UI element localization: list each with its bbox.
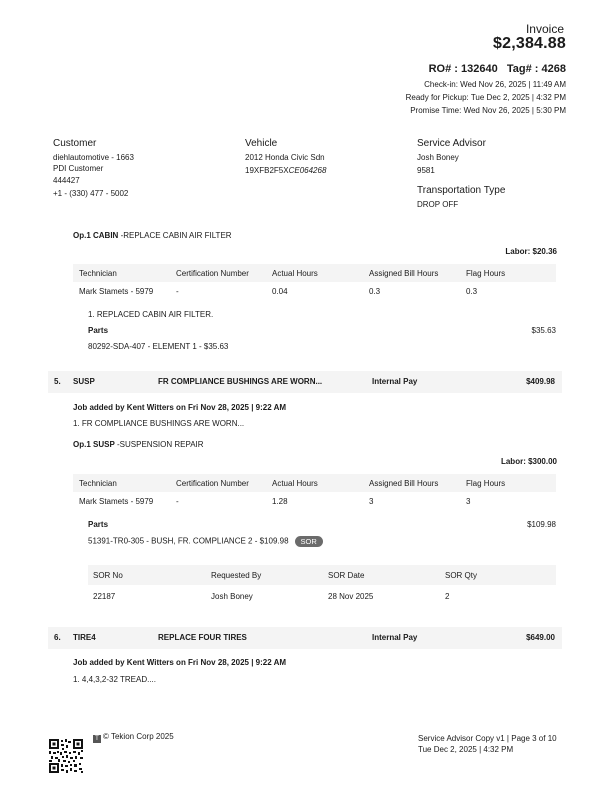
op-cabin-title <box>73 231 232 241</box>
customer-id: 444427 <box>53 176 80 185</box>
vehicle-heading: Vehicle <box>245 138 278 149</box>
job6-header-row <box>48 627 562 649</box>
tech-technician: Mark Stamets - 5979 <box>79 497 154 506</box>
customer-name: diehlautomotive - 1663 <box>53 153 134 162</box>
ready-for-pickup-time: Ready for Pickup: Tue Dec 2, 2025 | 4:32 PM <box>405 93 566 102</box>
customer-type: PDI Customer <box>53 164 104 173</box>
tag-label: Tag# : <box>506 63 542 75</box>
tech-flag-hours: 3 <box>466 497 471 506</box>
check-in-time: Check-in: Wed Nov 26, 2025 | 11:49 AM <box>424 80 566 89</box>
footer-copy-info: Service Advisor Copy v1 | Page 3 of 10 <box>418 734 557 743</box>
op-cabin-parts-label: Parts <box>88 326 109 335</box>
tech-col-flag-hours: Flag Hours <box>466 269 506 278</box>
op-cabin-part-line: 80292-SDA-407 - ELEMENT 1 - $35.63 <box>88 342 229 351</box>
tech-actual-hours: 1.28 <box>272 497 288 506</box>
job6-added-by: Job added by Kent Witters on Fri Nov 28, 2025 | 9:22 AM <box>73 658 287 667</box>
op-cabin-parts-total: $35.63 <box>531 326 556 335</box>
job5-amount: $409.98 <box>526 377 555 386</box>
op-cabin-label: Op.1 CABIN <box>73 231 119 240</box>
job6-number: 6. <box>54 633 61 642</box>
ro-number: 132640 <box>460 63 498 75</box>
ro-label: RO# : <box>428 63 461 75</box>
tech-col-certification: Certification Number <box>176 479 249 488</box>
tech-col-certification: Certification Number <box>176 269 249 278</box>
invoice-title: Invoice <box>525 22 564 36</box>
tech-col-technician: Technician <box>79 269 117 278</box>
customer-heading: Customer <box>53 138 97 149</box>
op-susp-label: Op.1 SUSP <box>73 440 115 449</box>
tag-number: 4268 <box>541 63 566 75</box>
job6-amount: $649.00 <box>526 633 555 642</box>
sor-header-row <box>88 565 556 585</box>
tech-col-assigned-hours: Assigned Bill Hours <box>369 269 439 278</box>
footer-copyright: © Tekion Corp 2025 <box>103 732 174 741</box>
advisor-number: 9581 <box>417 166 435 175</box>
job5-note: 1. FR COMPLIANCE BUSHINGS ARE WORN... <box>73 419 245 428</box>
job5-number: 5. <box>54 377 61 386</box>
sor-number: 22187 <box>93 592 116 601</box>
ro-tag-line <box>429 63 566 75</box>
qr-code-icon <box>49 739 83 773</box>
vehicle-vin <box>245 166 326 176</box>
advisor-name: Josh Boney <box>417 153 459 162</box>
sor-requested-by: Josh Boney <box>211 592 253 601</box>
op-cabin-desc: -REPLACE CABIN AIR FILTER <box>118 231 232 240</box>
invoice-total: $2,384.88 <box>493 35 566 52</box>
vin-prefix: 19XFB2F5X <box>245 166 289 175</box>
tekion-logo-icon: T <box>93 735 101 743</box>
sor-col-date: SOR Date <box>328 571 365 580</box>
job5-added-by: Job added by Kent Witters on Fri Nov 28, 2025 | 9:22 AM <box>73 403 287 412</box>
job6-description: REPLACE FOUR TIRES <box>158 633 247 642</box>
job5-description: FR COMPLIANCE BUSHINGS ARE WORN... <box>158 377 323 386</box>
job6-code: TIRE4 <box>73 633 96 642</box>
tech-col-actual-hours: Actual Hours <box>272 479 318 488</box>
tech-assigned-hours: 0.3 <box>369 287 381 296</box>
tech-col-technician: Technician <box>79 479 117 488</box>
op-susp-labor: Labor: $300.00 <box>500 457 557 466</box>
op-cabin-labor: Labor: $20.36 <box>505 247 557 256</box>
tech-certification: - <box>176 497 179 506</box>
op-susp-title <box>73 440 204 450</box>
op-susp-desc: -SUSPENSION REPAIR <box>114 440 204 449</box>
job5-part-text: 51391-TR0-305 - BUSH, FR. COMPLIANCE 2 - $109.98 <box>88 536 289 546</box>
tech-col-assigned-hours: Assigned Bill Hours <box>369 479 439 488</box>
job6-note: 1. 4,4,3,2-32 TREAD.... <box>73 675 157 684</box>
job5-parts-total: $109.98 <box>527 520 556 529</box>
tech-actual-hours: 0.04 <box>272 287 288 296</box>
sor-col-number: SOR No <box>93 571 123 580</box>
customer-phone: +1 - (330) 477 - 5002 <box>53 189 129 198</box>
tech-flag-hours: 0.3 <box>466 287 478 296</box>
op-cabin-note: 1. REPLACED CABIN AIR FILTER. <box>88 310 214 319</box>
footer-copyright-line <box>93 732 174 743</box>
job5-part-line <box>88 536 323 547</box>
transportation-heading: Transportation Type <box>417 185 506 196</box>
tech-col-flag-hours: Flag Hours <box>466 479 506 488</box>
sor-col-requested-by: Requested By <box>211 571 262 580</box>
sor-date: 28 Nov 2025 <box>328 592 374 601</box>
promise-time: Promise Time: Wed Nov 26, 2025 | 5:30 PM <box>410 106 566 115</box>
tech-technician: Mark Stamets - 5979 <box>79 287 154 296</box>
tech-certification: - <box>176 287 179 296</box>
job5-code: SUSP <box>73 377 95 386</box>
sor-col-qty: SOR Qty <box>445 571 478 580</box>
service-advisor-heading: Service Advisor <box>417 138 486 149</box>
sor-badge: SOR <box>295 536 323 547</box>
job5-pay-type: Internal Pay <box>372 377 418 386</box>
job6-pay-type: Internal Pay <box>372 633 418 642</box>
footer-date: Tue Dec 2, 2025 | 4:32 PM <box>418 745 514 754</box>
vehicle-model: 2012 Honda Civic Sdn <box>245 153 325 162</box>
vin-suffix: CE064268 <box>288 166 327 175</box>
transportation-type: DROP OFF <box>417 200 459 209</box>
job5-parts-label: Parts <box>88 520 109 529</box>
sor-qty: 2 <box>445 592 450 601</box>
tech-assigned-hours: 3 <box>369 497 374 506</box>
tech-col-actual-hours: Actual Hours <box>272 269 318 278</box>
